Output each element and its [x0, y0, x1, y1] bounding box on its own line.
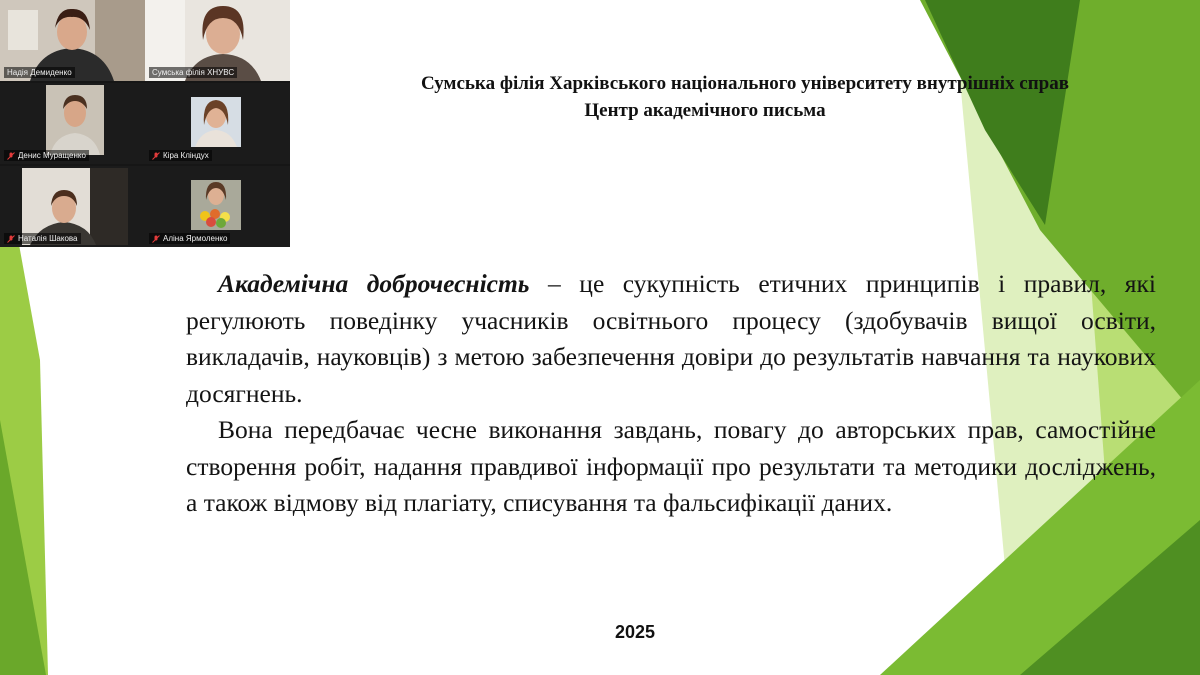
mic-muted-icon [152, 152, 160, 160]
mic-muted-icon [152, 235, 160, 243]
slide-year: 2025 [614, 622, 656, 642]
participant-name-label: Надія Демиденко [4, 67, 75, 78]
participant-tile-2[interactable] [145, 0, 290, 81]
definition-paragraph [186, 266, 1156, 412]
participant-tile-5[interactable] [0, 166, 145, 247]
participant-tile-3[interactable] [0, 83, 145, 164]
description-paragraph: Вона передбачає чесне виконання завдань, повагу до авторських прав, самостійне створення робіт, надання правдивої інформації про результати та методики досліджень, а також відмову від плагіату, списування та фальсифікації даних. [186, 415, 1156, 517]
participant-name-label: Денис Муращенко [4, 150, 89, 161]
participant-name-label: Кіра Кліндух [149, 150, 212, 161]
participant-tile-1[interactable] [0, 0, 145, 81]
participant-name-label: Наталія Шакова [4, 233, 81, 244]
slide-body-text [186, 266, 1156, 522]
mic-muted-icon [7, 235, 15, 243]
slide-header [300, 70, 1190, 124]
participant-name-label: Аліна Ярмоленко [149, 233, 230, 244]
institution-title: Сумська філія Харківського національного університету внутрішніх справ [421, 73, 1069, 94]
participant-name-label: Сумська філія ХНУВС [149, 67, 237, 78]
definition-text: – це сукупність етичних принципів і правил, які регулюють поведінку учасників освітнього процесу (здобувачів вищої освіти, викладачів, науковців) з метою забезпечення довіри до результатів навчання та наукових досягнень. [186, 269, 1156, 408]
key-term: Академічна доброчесність [218, 269, 530, 298]
mic-muted-icon [7, 152, 15, 160]
participant-tile-6[interactable] [145, 166, 290, 247]
center-title: Центр академічного письма [584, 100, 826, 121]
